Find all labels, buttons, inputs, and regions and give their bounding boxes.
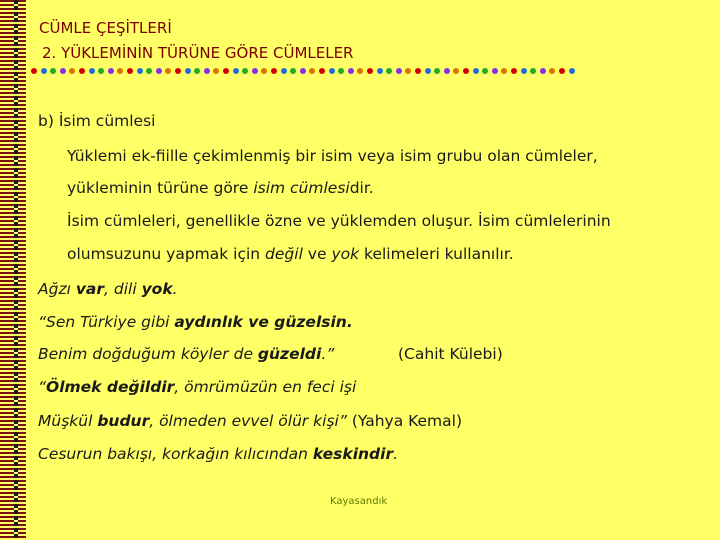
divider-dot <box>357 68 363 74</box>
para1-line2 <box>67 179 374 197</box>
divider-dot <box>549 68 555 74</box>
dotted-divider <box>31 66 579 76</box>
divider-dot <box>559 68 565 74</box>
divider-dot <box>405 68 411 74</box>
divider-dot <box>492 68 498 74</box>
divider-dot <box>367 68 373 74</box>
divider-dot <box>137 68 143 74</box>
divider-dot <box>415 68 421 74</box>
divider-dot <box>329 68 335 74</box>
emphasis: var <box>75 280 105 298</box>
divider-dot <box>281 68 287 74</box>
emphasis: yok <box>141 280 173 298</box>
divider-dot <box>175 68 181 74</box>
decorative-edge <box>0 0 26 540</box>
title-line-1: CÜMLE ÇEŞİTLERİ <box>39 19 172 37</box>
divider-dot <box>386 68 392 74</box>
section-heading: b) İsim cümlesi <box>38 112 156 130</box>
divider-dot <box>540 68 546 74</box>
divider-dot <box>377 68 383 74</box>
example-4 <box>38 378 356 396</box>
para2-line2 <box>67 245 514 263</box>
divider-dot <box>319 68 325 74</box>
text-span: “Sen Türkiye gibi <box>38 313 175 331</box>
divider-dot <box>194 68 200 74</box>
divider-dot <box>473 68 479 74</box>
divider-dot <box>108 68 114 74</box>
emphasis: aydınlık ve güzelsin. <box>174 313 353 331</box>
emphasis: Ölmek değildir <box>46 378 175 396</box>
emphasis: güzeldi <box>257 345 322 363</box>
emphasis: budur <box>97 412 150 430</box>
divider-dot <box>185 68 191 74</box>
divider-dot <box>146 68 152 74</box>
divider-dot <box>530 68 536 74</box>
text-span: Benim doğduğum köyler de <box>38 345 258 363</box>
divider-dot <box>156 68 162 74</box>
divider-dot <box>444 68 450 74</box>
text-span: , ölmeden evvel ölür kişi” <box>149 412 352 430</box>
divider-dot <box>338 68 344 74</box>
example-6 <box>38 445 398 463</box>
divider-dot <box>252 68 258 74</box>
divider-dot <box>501 68 507 74</box>
text-span: .” <box>321 345 335 363</box>
emphasis: yok <box>331 245 360 263</box>
divider-dot <box>569 68 575 74</box>
text-span: Cesurun bakışı, korkağın kılıcından <box>38 445 313 463</box>
divider-dot <box>271 68 277 74</box>
example-2 <box>38 313 353 331</box>
title-line-2: 2. YÜKLEMİNİN TÜRÜNE GÖRE CÜMLELER <box>42 44 354 62</box>
text-span: , ömrümüzün en feci işi <box>174 378 357 396</box>
divider-dot <box>290 68 296 74</box>
divider-dot <box>434 68 440 74</box>
text-span: ve <box>302 245 332 263</box>
footer-credit: Kayasandık <box>330 496 388 507</box>
text-span: “ <box>38 378 47 396</box>
divider-dot <box>31 68 37 74</box>
para2-line1: İsim cümleleri, genellikle özne ve yüklemden oluşur. İsim cümlelerinin <box>67 212 611 230</box>
divider-dot <box>69 68 75 74</box>
divider-dot <box>89 68 95 74</box>
divider-dot <box>165 68 171 74</box>
divider-dot <box>117 68 123 74</box>
emphasis: keskindir <box>312 445 394 463</box>
example-5 <box>38 412 462 430</box>
divider-dot <box>348 68 354 74</box>
divider-dot <box>261 68 267 74</box>
text-span: Ağzı <box>38 280 76 298</box>
divider-dot <box>453 68 459 74</box>
divider-dot <box>127 68 133 74</box>
divider-dot <box>242 68 248 74</box>
divider-dot <box>521 68 527 74</box>
example-1 <box>38 280 178 298</box>
divider-dot <box>79 68 85 74</box>
text-span: . <box>172 280 178 298</box>
emphasis: isim cümlesi <box>253 179 350 197</box>
divider-dot <box>511 68 517 74</box>
divider-dot <box>98 68 104 74</box>
attribution-cahit: (Cahit Külebi) <box>398 345 503 363</box>
text-span: kelimeleri kullanılır. <box>359 245 514 263</box>
divider-dot <box>41 68 47 74</box>
text-span: Müşkül <box>38 412 98 430</box>
attribution-yahya: (Yahya Kemal) <box>351 412 462 430</box>
para1-line1: Yüklemi ek-fiille çekimlenmiş bir isim veya isim grubu olan cümleler, <box>67 147 598 165</box>
emphasis: değil <box>265 245 303 263</box>
text-span: olumsuzunu yapmak için <box>67 245 266 263</box>
divider-dot <box>213 68 219 74</box>
text-span: . <box>393 445 399 463</box>
divider-dot <box>396 68 402 74</box>
divider-dot <box>425 68 431 74</box>
divider-dot <box>204 68 210 74</box>
divider-dot <box>482 68 488 74</box>
text-span: , dili <box>104 280 142 298</box>
text-span: dir. <box>349 179 374 197</box>
slide-title <box>39 16 353 66</box>
divider-dot <box>233 68 239 74</box>
divider-dot <box>50 68 56 74</box>
example-3 <box>38 345 334 363</box>
divider-dot <box>309 68 315 74</box>
divider-dot <box>60 68 66 74</box>
divider-dot <box>223 68 229 74</box>
divider-dot <box>300 68 306 74</box>
divider-dot <box>463 68 469 74</box>
text-span: yükleminin türüne göre <box>67 179 254 197</box>
